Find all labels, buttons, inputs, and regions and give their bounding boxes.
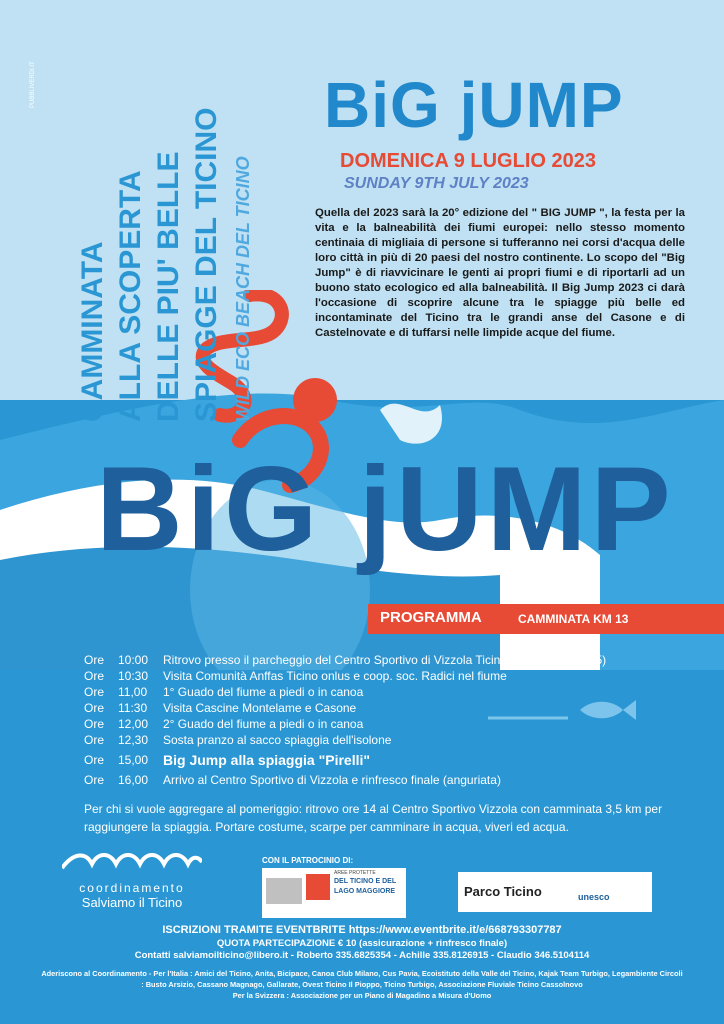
schedule-row: Ore 11:30 Visita Cascine Montelame e Casone (84, 701, 357, 715)
vertical-line-2: ALLA SCOPERTA (114, 170, 147, 422)
contact-info: Contatti salviamoilticino@libero.it - Roberto 335.6825354 - Achille 335.8126915 - Claudio 346.5104114 (134, 950, 590, 961)
event-title: BiG jUMP (324, 69, 624, 141)
waves-logo-icon (62, 848, 202, 874)
schedule-row-highlight: Ore 15,00 Big Jump alla spiaggia "Pirelli" (84, 752, 370, 768)
schedule-row: Ore 16,00 Arrivo al Centro Sportivo di Vizzola e rinfresco finale (anguriata) (84, 773, 501, 787)
patron-logos-box: AREE PROTETTE DEL TICINO E DEL LAGO MAGGIORE (262, 868, 406, 918)
schedule-row: Ore 11,00 1° Guado del fiume a piedi o in canoa (84, 685, 364, 699)
patronage-label: CON IL PATROCINIO DI: (262, 856, 354, 865)
schedule-row: Ore 12,30 Sosta pranzo al sacco spiaggia dell'isolone (84, 733, 392, 747)
vertical-headline (76, 42, 272, 422)
event-date-italian: DOMENICA 9 LUGLIO 2023 (340, 150, 596, 172)
vertical-line-3: DELLE PIU' BELLE (152, 151, 185, 422)
adhering-organizations: Aderiscono al Coordinamento - Per l'Italia : Amici del Ticino, Anita, Bicipace, Canoa Club Milano, Cus Pavia, Ecoistituto della Valle del Ticino, Kajak Team Turbigo, Legambiente Circoli : Busto Arsizio, Cassano Magnago, Gallarate, Ovest Ticino Il Pioppo, Ticino Turbigo, Associazione Fluviale Ticino Cassolnovo Per la Svizzera : Associazione per un Piano di Magadino a Misura d'Uomo (41, 969, 683, 1000)
schedule-list (84, 652, 714, 788)
region-logo-icon (266, 878, 302, 904)
event-date-english: SUNDAY 9TH JULY 2023 (344, 175, 529, 192)
afternoon-info: Per chi si vuole aggregare al pomeriggio: ritrovo ore 14 al Centro Sportivo Vizzola con camminata 3,5 km per raggiungere la spiaggia. Portare costume, scarpe per camminare in acqua, viveri ed acqua. (84, 802, 663, 834)
schedule-row: Ore 10:00 Ritrovo presso il parcheggio del Centro Sportivo di Vizzola Ticino (Via Locatelli n. 5) (84, 653, 607, 667)
logo-line-1: coordinamento (79, 881, 185, 895)
schedule-row: Ore 12,00 2° Guado del fiume a piedi o in canoa (84, 717, 364, 731)
programma-banner (368, 604, 724, 634)
programma-subtitle: CAMMINATA KM 13 (518, 612, 629, 626)
vertical-line-5: WILD ECO BEACH DEL TICINO (233, 156, 253, 422)
big-jump-watermark: BiG jUMP (96, 442, 675, 576)
schedule-row: Ore 10:30 Visita Comunità Anffas Ticino onlus e coop. soc. Radici nel fiume (84, 669, 507, 683)
vertical-line-4: SPIAGGE DEL TICINO (190, 107, 223, 422)
mountain-logo-icon (306, 874, 330, 900)
unesco-logo: unesco (572, 872, 652, 912)
participation-fee: QUOTA PARTECIPAZIONE € 10 (assicurazione + rinfresco finale) (216, 938, 508, 949)
vertical-line-1: CAMMINATA (76, 241, 109, 422)
registration-link[interactable]: ISCRIZIONI TRAMITE EVENTBRITE https://www.eventbrite.it/e/668793307787 (162, 924, 562, 936)
parco-ticino-logo: Parco Ticino (458, 872, 578, 912)
programma-label: PROGRAMMA (380, 609, 482, 626)
logo-line-2: Salviamo il Ticino (81, 895, 183, 910)
intro-paragraph: Quella del 2023 sarà la 20° edizione del " BIG JUMP ", la festa per la vita e la balneabilità dei fiumi europei: nello stesso momento centinaia di migliaia di persone si tufferanno nei corsi d'acqua delle loro città in più di 20 paesi del nostro continente. Lo scopo del "Big Jump" è di riavvicinare le genti ai propri fiumi e di riportarli ad un buono stato ecologico ed alla balneabilità. Il Big Jump 2023 ci darà l'occasione di scoprire alcune tra le spiagge più belle ed incontaminate del Ticino tra le grandi anse del Casone e di Castelnovate e di tuffarsi nelle limpide acque del fiume. (315, 207, 685, 339)
designer-credit: PUBBLIVERDI.IT (30, 61, 36, 108)
coordinamento-logo (62, 848, 202, 910)
